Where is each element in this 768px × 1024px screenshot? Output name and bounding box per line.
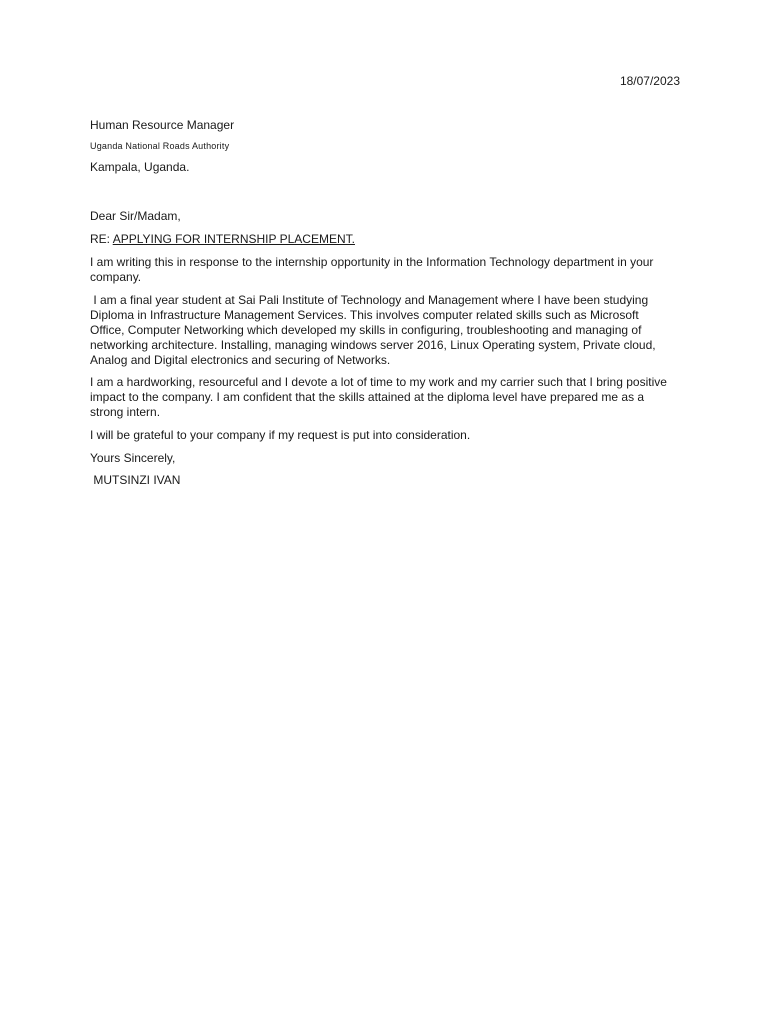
letter-date: 18/07/2023: [619, 74, 680, 88]
subject-text: APPLYING FOR INTERNSHIP PLACEMENT.: [112, 232, 355, 246]
closing: Yours Sincerely,: [90, 451, 176, 465]
subject-line: [90, 232, 670, 247]
recipient-city: Kampala, Uganda.: [90, 160, 190, 174]
recipient-title: Human Resource Manager: [90, 118, 235, 132]
body-paragraph-1: I am writing this in response to the internship opportunity in the Information Technology department in your company.: [90, 255, 654, 284]
body-paragraph-2: I am a final year student at Sai Pali Institute of Technology and Management where I have been studying Diploma in Infrastructure Management Services. This involves computer related skills such as Microsoft Office, Computer Networking which developed my skills in configuring, troubleshooting and managing of networking architecture. Installing, managing windows server 2016, Linux Operating system, Private cloud, Analog and Digital electronics and securing of Networks.: [90, 293, 659, 367]
salutation: Dear Sir/Madam,: [90, 209, 181, 223]
recipient-organization: Uganda National Roads Authority: [90, 141, 230, 151]
subject-prefix: RE:: [90, 232, 113, 246]
body-paragraph-3: I am a hardworking, resourceful and I devote a lot of time to my work and my carrier such that I bring positive impact to the company. I am confident that the skills attained at the diploma level have prepared me as a strong intern.: [90, 375, 667, 419]
signature-name: MUTSINZI IVAN: [90, 473, 181, 487]
body-paragraph-4: I will be grateful to your company if my request is put into consideration.: [90, 428, 471, 442]
